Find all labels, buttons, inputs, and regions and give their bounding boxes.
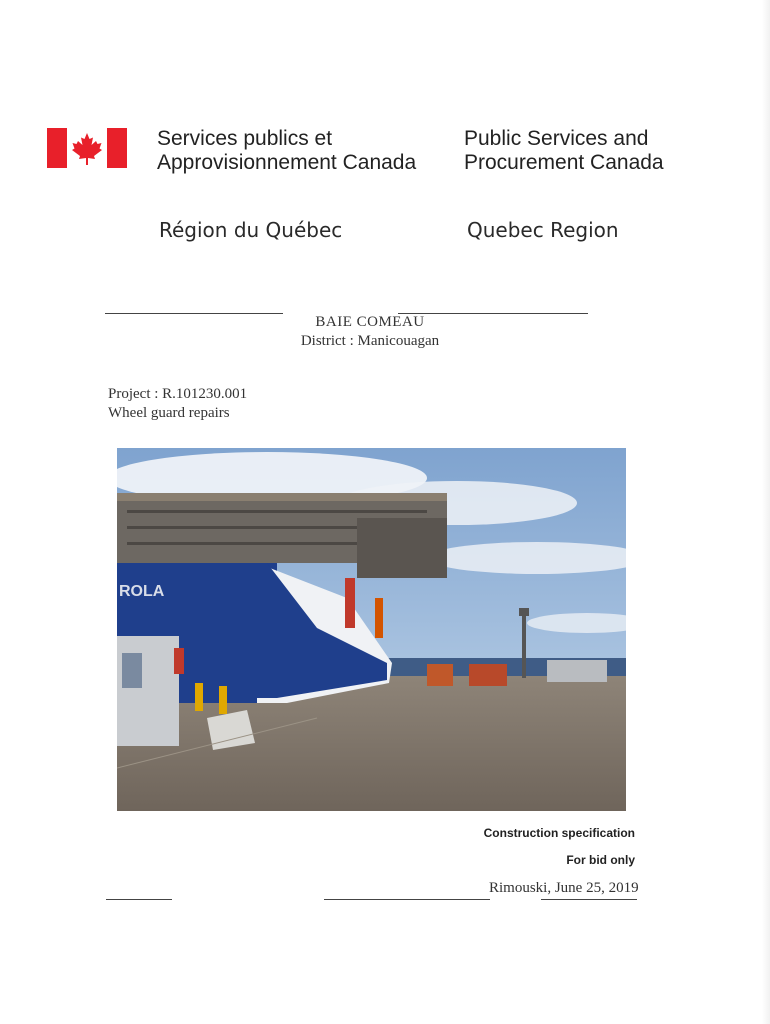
wharf-photo bbox=[117, 448, 626, 811]
project-number: Project : R.101230.001 bbox=[108, 386, 248, 402]
department-name-fr bbox=[157, 127, 416, 175]
region-name-fr: Région du Québec bbox=[159, 218, 343, 242]
spec-type-label: Construction specification bbox=[483, 826, 635, 840]
department-name-fr-line1: Services publics et bbox=[157, 127, 333, 150]
scan-edge bbox=[762, 0, 770, 1024]
canada-flag-icon bbox=[47, 128, 127, 168]
issue-date: Rimouski, June 25, 2019 bbox=[489, 880, 639, 896]
region-name-en: Quebec Region bbox=[467, 218, 619, 242]
spec-status-label: For bid only bbox=[566, 853, 635, 867]
hull-lettering: ROLA bbox=[119, 583, 165, 600]
department-name-fr-line2: Approvisionnement Canada bbox=[157, 151, 417, 174]
footer-divider-2 bbox=[324, 899, 490, 900]
footer-divider-3 bbox=[541, 899, 637, 900]
department-name-en bbox=[464, 127, 664, 175]
project-title: Wheel guard repairs bbox=[108, 405, 230, 421]
department-name-en-line2: Procurement Canada bbox=[464, 151, 664, 174]
footer-divider-1 bbox=[106, 899, 172, 900]
project-info bbox=[108, 385, 247, 423]
location-district: District : Manicouagan bbox=[300, 333, 440, 349]
department-name-en-line1: Public Services and bbox=[464, 127, 649, 150]
location-city: BAIE COMEAU bbox=[315, 314, 425, 330]
